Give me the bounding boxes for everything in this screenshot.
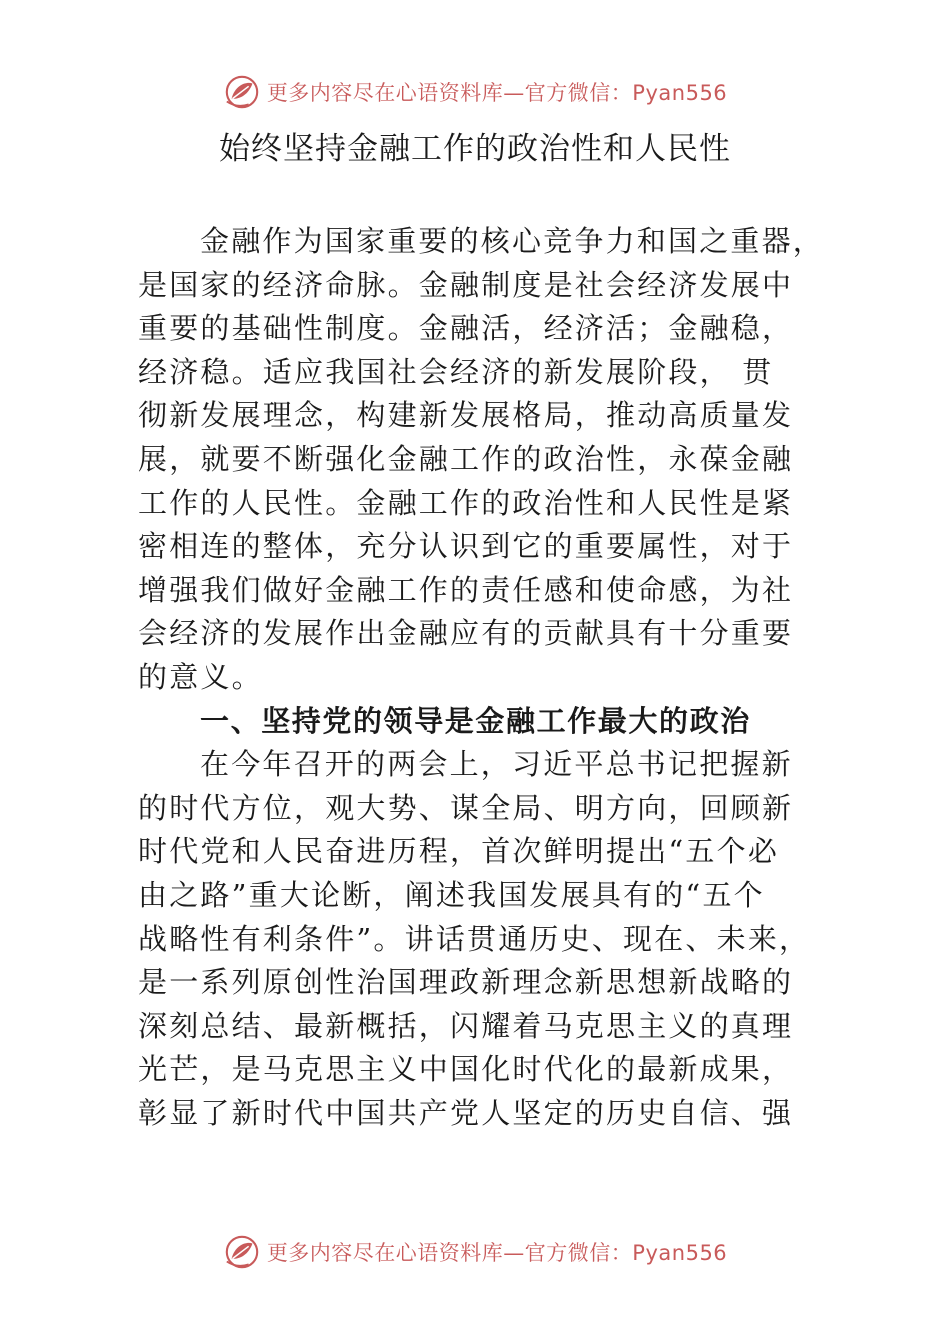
body-line: 由之路”重大论断，阐述我国发展具有的“五个 [138, 877, 765, 912]
body-line: 是国家的经济命脉。金融制度是社会经济发展中 [138, 267, 794, 302]
document-body [138, 220, 828, 1135]
body-line: 深刻总结、最新概括，闪耀着马克思主义的真理 [138, 1008, 794, 1043]
watermark-text: 更多内容尽在心语资料库—官方微信：Pyan556 [266, 81, 728, 105]
footer-watermark-banner [0, 1230, 950, 1274]
body-line: 的意义。 [138, 659, 263, 694]
body-line: 金融作为国家重要的核心竞争力和国之重器， [200, 224, 825, 258]
body-line: 光芒，是马克思主义中国化时代化的最新成果， [138, 1052, 794, 1087]
body-line: 在今年召开的两会上，习近平总书记把握新 [200, 747, 793, 782]
section-heading: 一、坚持党的领导是金融工作最大的政治 [200, 703, 751, 738]
body-line: 增强我们做好金融工作的责任感和使命感，为社 [138, 572, 794, 607]
body-line: 战略性有利条件”。讲话贯通历史、现在、未来， [138, 921, 811, 956]
body-line: 工作的人民性。金融工作的政治性和人民性是紧 [138, 485, 794, 520]
body-line: 展，就要不断强化金融工作的政治性，永葆金融 [138, 441, 794, 476]
body-line: 彰显了新时代中国共产党人坚定的历史自信、强 [138, 1095, 794, 1130]
watermark-text: 更多内容尽在心语资料库—官方微信：Pyan556 [266, 1241, 728, 1265]
header-watermark-banner [0, 70, 950, 114]
leaf-seal-icon [223, 73, 261, 111]
body-line: 经济稳。适应我国社会经济的新发展阶段， 贯 [138, 354, 774, 389]
document-title: 始终坚持金融工作的政治性和人民性 [219, 131, 731, 167]
leaf-seal-icon [223, 1233, 261, 1271]
body-line: 彻新发展理念，构建新发展格局，推动高质量发 [138, 398, 794, 433]
body-line: 密相连的整体，充分认识到它的重要属性，对于 [138, 529, 794, 564]
body-line: 时代党和人民奋进历程，首次鲜明提出“五个必 [138, 834, 780, 869]
body-line: 的时代方位，观大势、谋全局、明方向，回顾新 [138, 790, 794, 825]
body-line: 会经济的发展作出金融应有的贡献具有十分重要 [138, 616, 794, 651]
body-line: 重要的基础性制度。金融活，经济活；金融稳， [138, 311, 794, 346]
body-line: 是一系列原创性治国理政新理念新思想新战略的 [138, 965, 794, 1000]
